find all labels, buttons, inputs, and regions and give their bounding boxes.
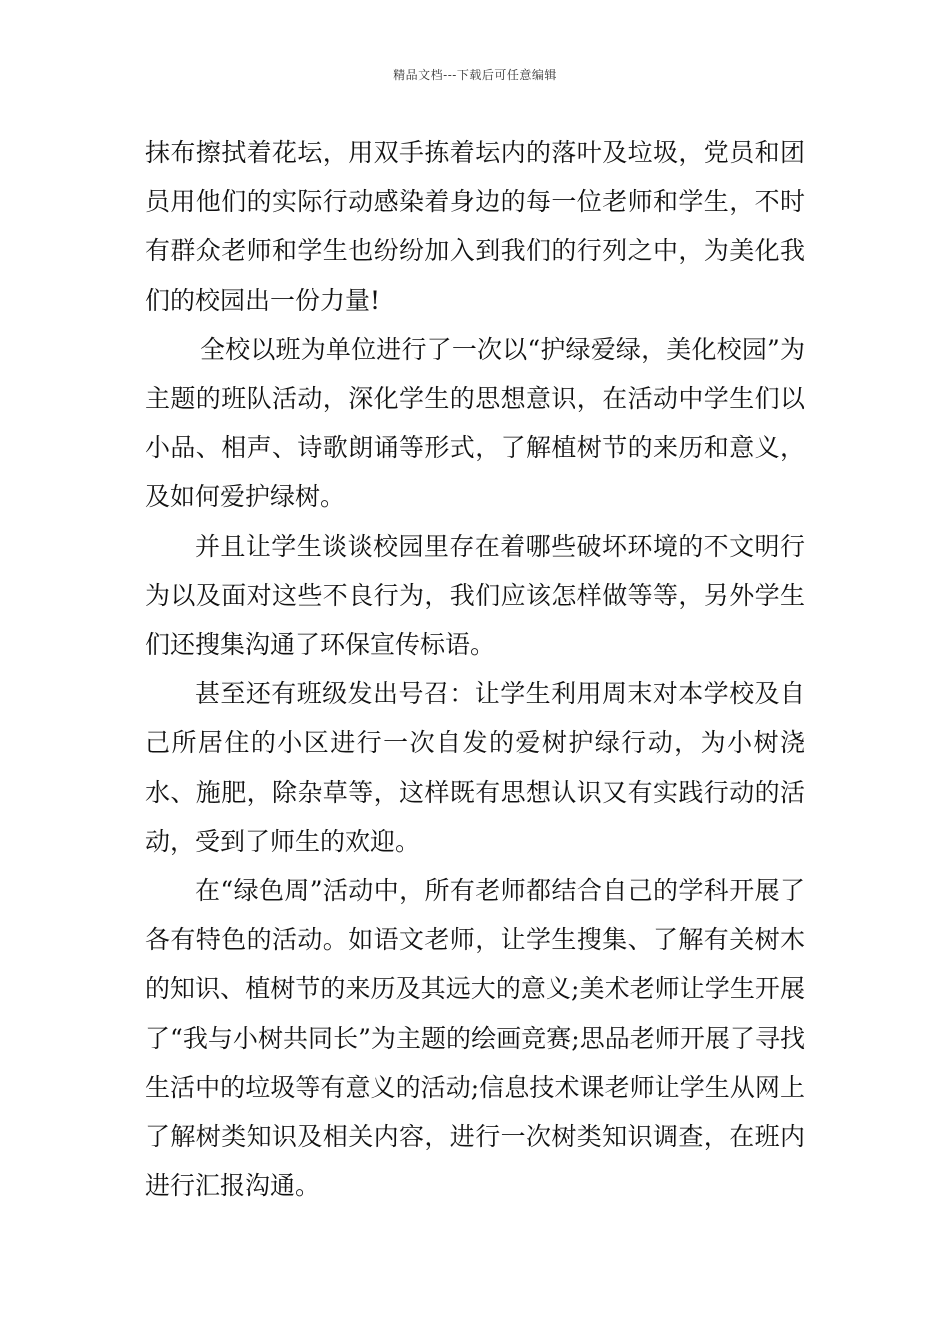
paragraph-2: 全校以班为单位进行了一次以“护绿爱绿，美化校园”为主题的班队活动，深化学生的思想意识，在活动中学生们以小品、相声、诗歌朗诵等形式，了解植树节的来历和意义，及如何爱护绿树。	[145, 334, 805, 512]
paragraph-3: 并且让学生谈谈校园里存在着哪些破坏环境的不文明行为以及面对这些不良行为，我们应该怎样做等等，另外学生们还搜集沟通了环保宣传标语。	[145, 531, 805, 660]
paragraph-5: 在“绿色周”活动中，所有老师都结合自己的学科开展了各有特色的活动。如语文老师，让学生搜集、了解有关树木的知识、植树节的来历及其远大的意义;美术老师让学生开展了“我与小树共同长”为主题的绘画竞赛;思品老师开展了寻找生活中的垃圾等有意义的活动;信息技术课老师让学生从网上了解树类知识及相关内容，进行一次树类知识调查，在班内进行汇报沟通。	[145, 876, 805, 1201]
document-body	[145, 128, 805, 1210]
page-header: 精品文档---下载后可任意编辑	[393, 68, 557, 82]
paragraph-1: 抹布擦拭着花坛，用双手拣着坛内的落叶及垃圾，党员和团员用他们的实际行动感染着身边的每一位老师和学生，不时有群众老师和学生也纷纷加入到我们的行列之中，为美化我们的校园出一份力量!	[145, 138, 805, 315]
paragraph-4: 甚至还有班级发出号召：让学生利用周末对本学校及自己所居住的小区进行一次自发的爱树护绿行动，为小树浇水、施肥，除杂草等，这样既有思想认识又有实践行动的活动，受到了师生的欢迎。	[145, 679, 805, 856]
